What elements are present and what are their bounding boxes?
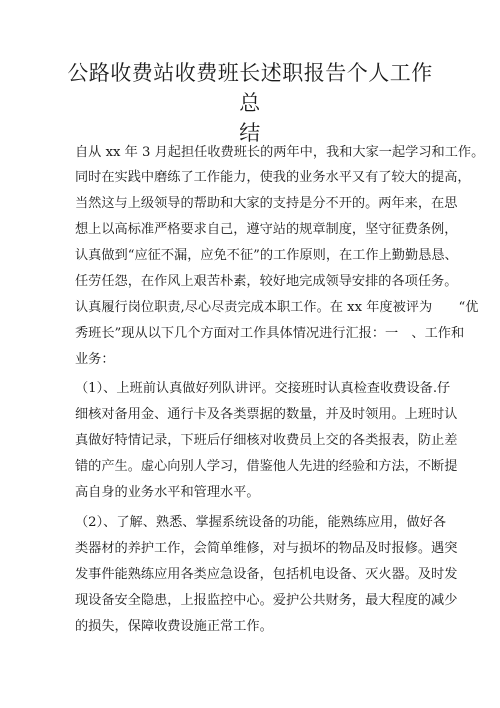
paragraph-1-line: 自从 xx 年 3 月起担任收费班长的两年中，我和大家一起学习和工作。 bbox=[75, 145, 485, 160]
paragraph-3-line: 的损失，保障收费设施正常工作。 bbox=[75, 619, 273, 634]
title-line-2: 结 bbox=[239, 121, 261, 145]
paragraph-1-line: 同时在实践中磨练了工作能力，使我的业务水平又有了较大的提高， bbox=[75, 170, 471, 185]
title-line-1: 公路收费站收费班长述职报告个人工作总 bbox=[67, 61, 433, 115]
paragraph-3-line: （2）、了解、熟悉、掌握系统设备的功能，能熟练应用，做好各 bbox=[75, 515, 447, 530]
paragraph-2-line: （1）、上班前认真做好列队讲评。交接班时认真检查收费设备.仔 bbox=[75, 381, 451, 396]
paragraph-1-line: 当然这与上级领导的帮助和大家的支持是分不开的。两年来，在思 bbox=[75, 196, 458, 211]
document-title bbox=[60, 58, 440, 148]
paragraph-2-line: 细核对备用金、通行卡及各类票据的数量，并及时领用。上班时认 bbox=[75, 407, 458, 422]
paragraph-3-line: 发事件能熟练应用各类应急设备，包括机电设备、灭火器。及时发 bbox=[75, 567, 458, 582]
paragraph-3-line: 现设备安全隐患，上报监控中心。爱护公共财务，最大程度的减少 bbox=[75, 593, 458, 608]
paragraph-2-line: 错的产生。虚心向别人学习，借鉴他人先进的经验和方法，不断提 bbox=[75, 459, 458, 474]
paragraph-1-line: 任劳任怨，在作风上艰苦朴素，较好地完成领导安排的各项任务。 bbox=[75, 274, 458, 289]
paragraph-1-line: 业务： bbox=[75, 352, 115, 367]
paragraph-1-line: 认真做到“应征不漏，应免不征”的工作原则，在工作上勤勤恳恳、 bbox=[75, 248, 458, 263]
paragraph-2-line: 真做好特情记录，下班后仔细核对收费员上交的各类报表，防止差 bbox=[75, 433, 458, 448]
paragraph-1-line: 想上以高标准严格要求自己，遵守站的规章制度，坚守征费条例， bbox=[75, 222, 458, 237]
paragraph-2-line: 高自身的业务水平和管理水平。 bbox=[75, 485, 260, 500]
paragraph-1-line: 认真履行岗位职责,尽心尽责完成本职工作。在 xx 年度被评为 “优 bbox=[75, 300, 479, 315]
paragraph-1-line: 秀班长”现从以下几个方面对工作具体情况进行汇报：一 、工作和 bbox=[75, 326, 465, 341]
paragraph-3-line: 类器材的养护工作，会简单维修，对与损坏的物品及时报修。遇突 bbox=[75, 541, 458, 556]
